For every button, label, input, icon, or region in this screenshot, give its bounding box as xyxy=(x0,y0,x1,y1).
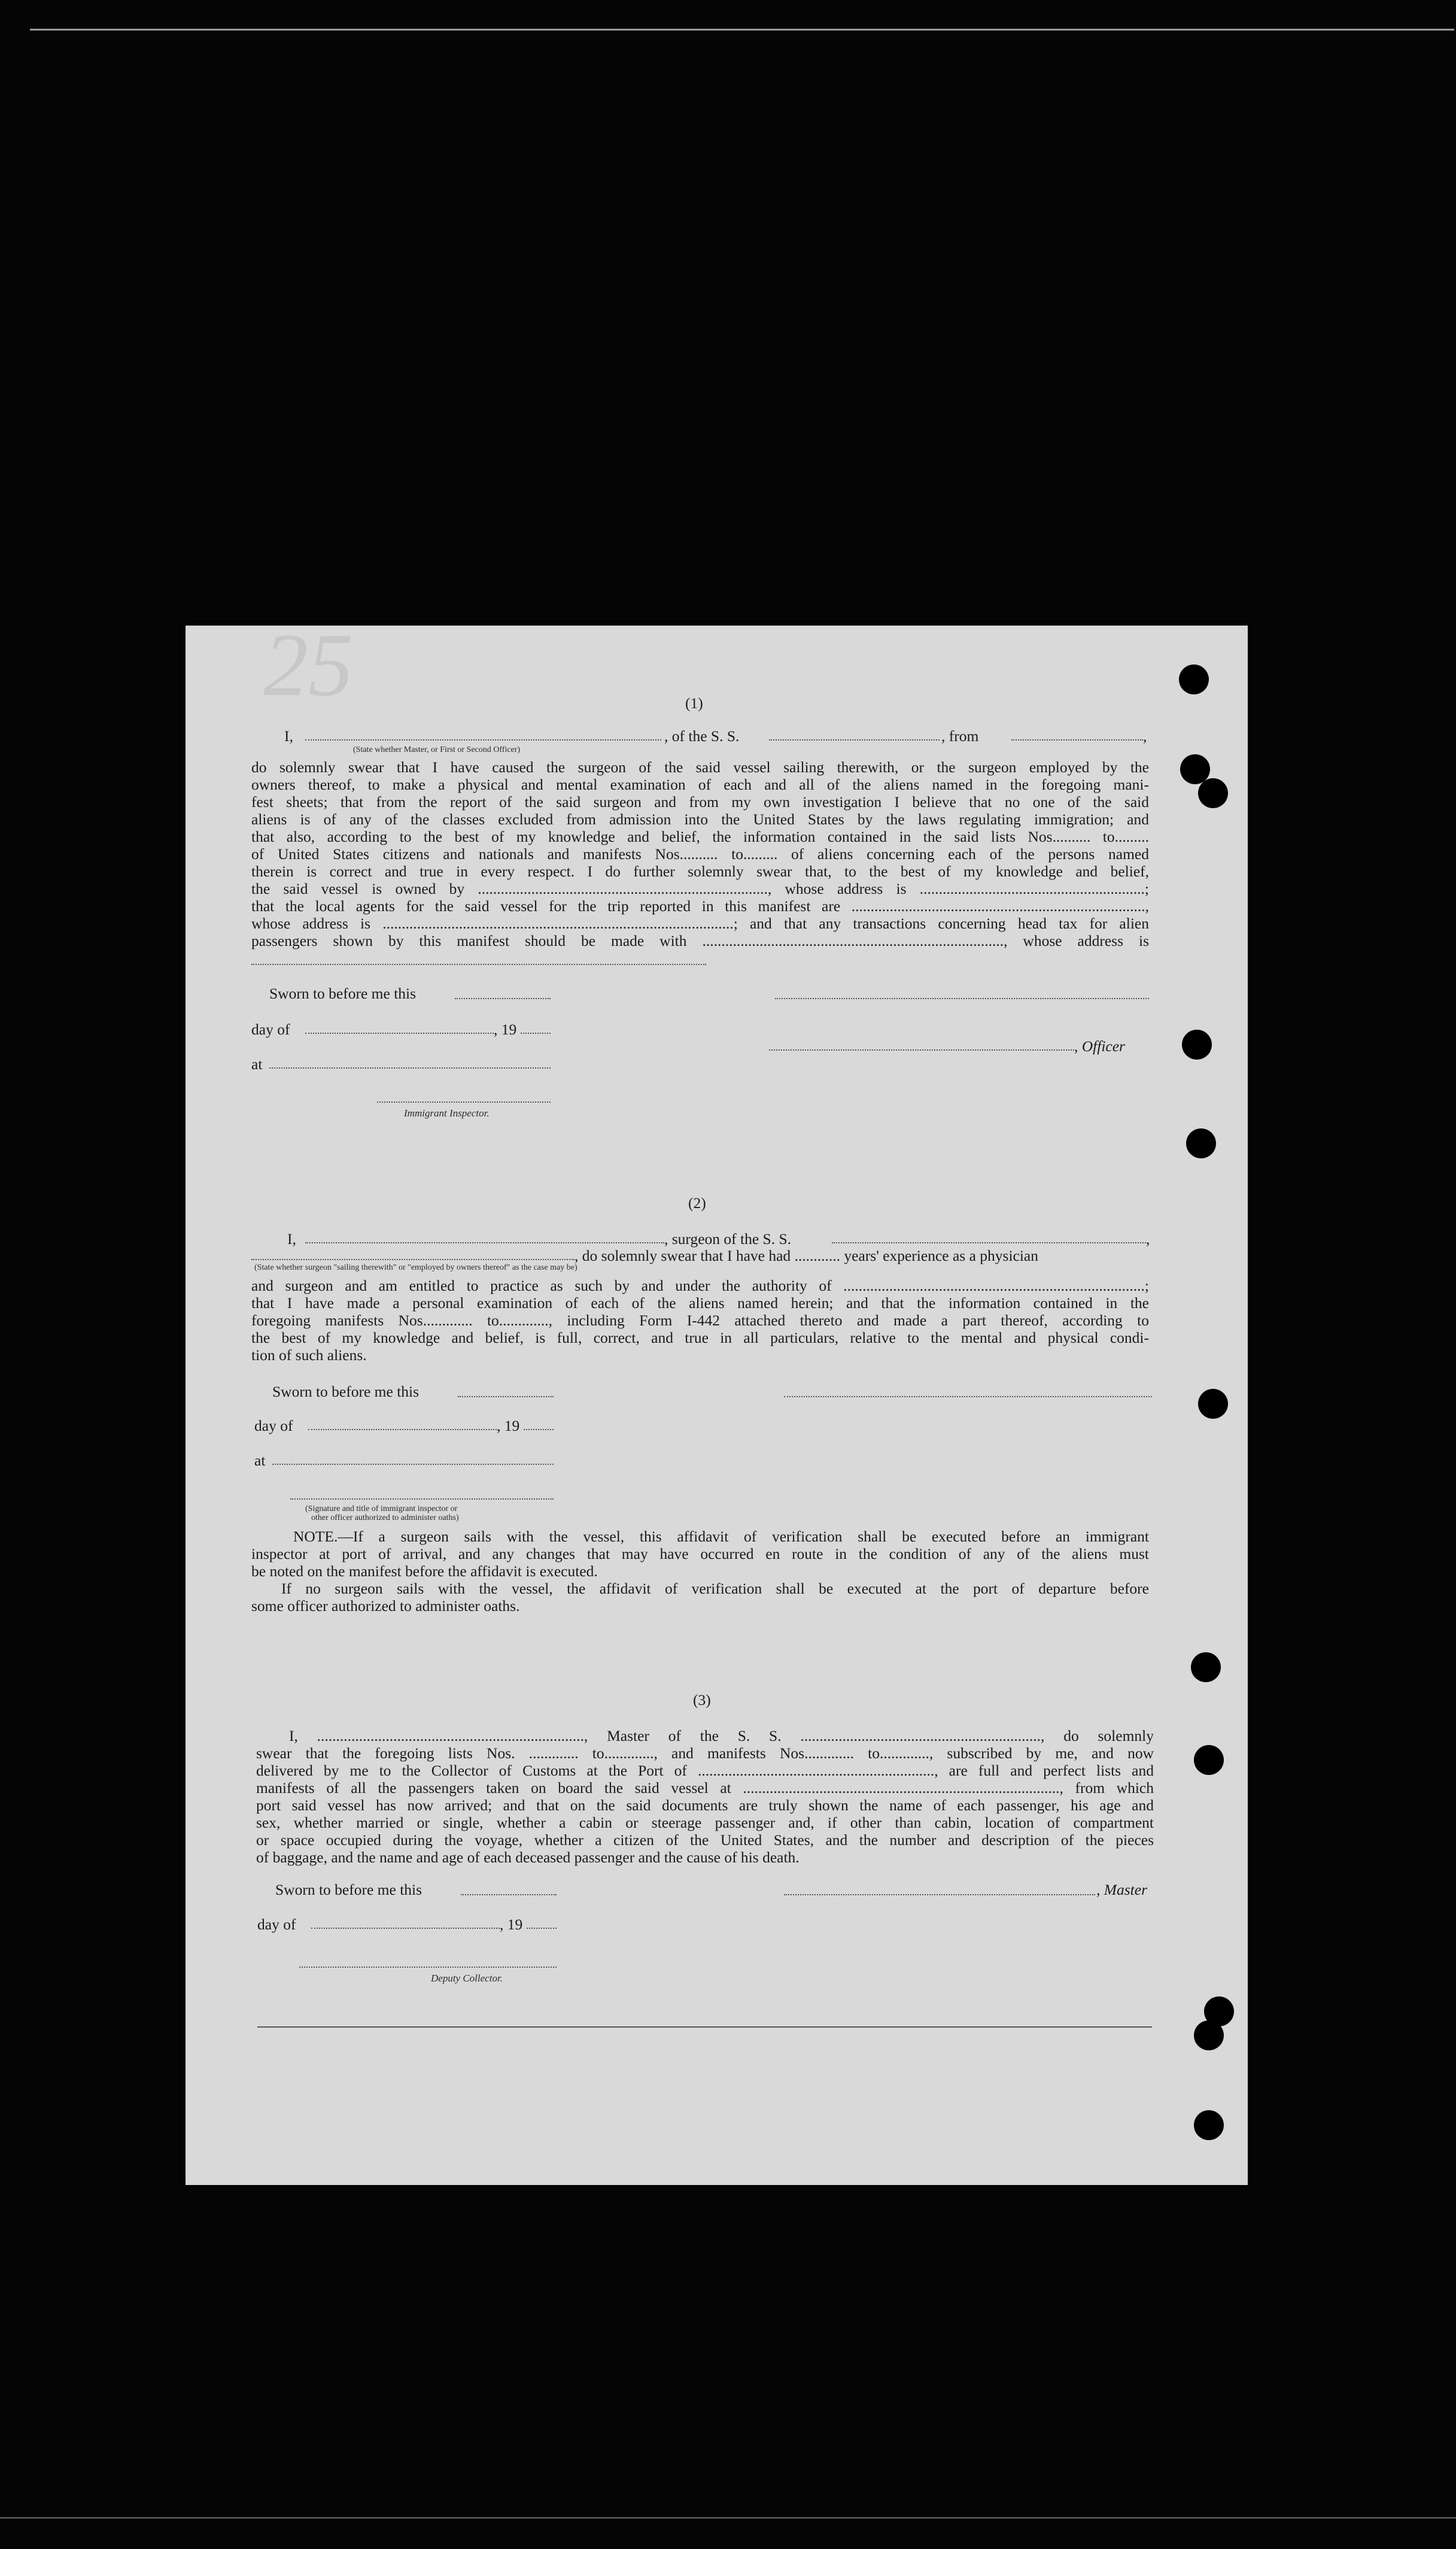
paragraph-line: that also, according to the best of my knowledge and belief, the information contained in the said lists Nos.......... to......... xyxy=(251,828,1149,845)
bottom-rule xyxy=(257,2026,1152,2028)
note-line: inspector at port of arrival, and any changes that may have occurred en route in the condition of any of the aliens must xyxy=(251,1545,1149,1562)
sworn-date-blank xyxy=(458,1396,554,1397)
officer-signature-blank xyxy=(775,998,1149,999)
punch-hole xyxy=(1194,2020,1224,2050)
surgeon-line-2: , do solemnly swear that I have had ............ years' experience as a physician xyxy=(575,1247,1038,1264)
surgeon-note xyxy=(251,1528,1149,1615)
year-label: , 19 xyxy=(500,1916,523,1933)
paragraph-line: that I have made a personal examination of each of the aliens named herein; and that the information contained in the xyxy=(251,1294,1149,1312)
section-number: (2) xyxy=(688,1194,706,1212)
section-number: (1) xyxy=(685,694,703,712)
paragraph-line: that the local agents for the said vessel for the trip reported in this manifest are ............................................................................., xyxy=(251,897,1149,915)
year-label: , 19 xyxy=(494,1021,517,1038)
officer-title-blank xyxy=(769,1049,1074,1051)
day-blank xyxy=(311,1928,500,1929)
paragraph-line: the best of my knowledge and belief, is full, correct, and true in all particulars, relative to the mental and physical condi- xyxy=(251,1329,1149,1346)
sworn-label: Sworn to before me this xyxy=(275,1881,422,1898)
at-blank xyxy=(269,1067,551,1069)
at-label: at xyxy=(254,1452,266,1469)
punch-hole xyxy=(1179,664,1209,694)
scan-top-border xyxy=(30,29,1454,31)
paragraph-line: fest sheets; that from the report of the said surgeon and from my own investigation I believe that no one of the said xyxy=(251,793,1149,811)
oath-line-1-from: , from xyxy=(941,727,979,745)
paragraph-line: do solemnly swear that I have caused the surgeon of the said vessel sailing therewith, or the surgeon employed by the xyxy=(251,758,1149,776)
year-label: , 19 xyxy=(497,1417,520,1434)
paragraph-line: port said vessel has now arrived; and that on the said documents are truly shown the name of each passenger, his age and xyxy=(256,1797,1154,1814)
oath-line-1-end: , xyxy=(1143,727,1147,745)
paragraph-line: swear that the foregoing lists Nos. ............. to............., and manifests Nos............. to............., subscribed by me, and now xyxy=(256,1744,1154,1762)
collector-caption: Deputy Collector. xyxy=(431,1973,503,1984)
surgeon-line-1-ss: , surgeon of the S. S. xyxy=(664,1230,792,1248)
name-blank xyxy=(305,739,661,741)
master-signature-blank xyxy=(784,1894,1095,1895)
surgeon-name-blank xyxy=(305,1242,664,1243)
paragraph-line: foregoing manifests Nos............. to............., including Form I-442 attached thereto and made a part thereof, according to xyxy=(251,1312,1149,1329)
stamped-number: 25 xyxy=(263,615,353,715)
punch-hole xyxy=(1194,2110,1224,2140)
surgeon-line-1-i: I, xyxy=(287,1230,296,1248)
day-blank xyxy=(305,1033,494,1034)
paragraph-line: passengers shown by this manifest should be made with ..............................................................................., whose address is xyxy=(251,932,1149,949)
collector-signature-blank xyxy=(299,1967,557,1968)
master-title: , Master xyxy=(1096,1881,1147,1898)
scan-bottom-border xyxy=(0,2517,1456,2518)
paragraph-line: owners thereof, to make a physical and mental examination of each and all of the aliens named in the foregoing mani- xyxy=(251,776,1149,793)
note-line: NOTE.—If a surgeon sails with the vessel, this affidavit of verification shall be executed before an immigrant xyxy=(293,1528,1149,1545)
paragraph-line: tion of such aliens. xyxy=(251,1346,367,1364)
address-blank xyxy=(251,964,706,965)
sworn-date-blank xyxy=(455,998,551,999)
surgeon-ship-blank xyxy=(832,1242,1146,1243)
section-number: (3) xyxy=(693,1691,711,1709)
day-of-label: day of xyxy=(254,1417,293,1434)
origin-blank xyxy=(1011,739,1143,741)
officer-title: , Officer xyxy=(1074,1037,1125,1055)
punch-hole xyxy=(1194,1745,1224,1775)
year-blank xyxy=(527,1928,557,1929)
day-blank xyxy=(308,1429,497,1430)
oath-line-1-i: I, xyxy=(284,727,293,745)
paragraph-line: sex, whether married or single, whether a cabin or steerage passenger and, if other than cabin, location of compartment xyxy=(256,1814,1154,1831)
note-line: be noted on the manifest before the affidavit is executed. xyxy=(251,1562,598,1580)
manifest-affidavit-page xyxy=(186,615,1248,2185)
surgeon-type-blank xyxy=(251,1259,575,1260)
sworn-date-blank xyxy=(461,1894,557,1895)
year-blank xyxy=(524,1429,554,1430)
at-blank xyxy=(272,1464,554,1465)
paragraph-line: the said vessel is owned by ............................................................................, whose address is ...........................................................; xyxy=(251,880,1149,897)
paragraph-line: delivered by me to the Collector of Customs at the Port of .............................................................., are full and perfect lists and xyxy=(256,1762,1154,1779)
year-blank xyxy=(521,1033,551,1034)
sworn-label: Sworn to before me this xyxy=(272,1383,420,1400)
paragraph-line: I, ......................................................................, Master of the S. S. ..............................................................., do solemnly xyxy=(289,1727,1154,1744)
paragraph-line: therein is correct and true in every respect. I do further solemnly swear that, to the best of my knowledge and belief, xyxy=(251,863,1149,880)
punch-hole xyxy=(1191,1652,1221,1682)
surgeon-line-1-end: , xyxy=(1146,1230,1150,1248)
paragraph-line: and surgeon and am entitled to practice as such by and under the authority of ...............................................................................; xyxy=(251,1277,1149,1294)
at-label: at xyxy=(251,1055,263,1073)
day-of-label: day of xyxy=(257,1916,296,1933)
day-of-label: day of xyxy=(251,1021,290,1038)
paragraph-line: or space occupied during the voyage, whether a citizen of the United States, and the number and description of the pieces xyxy=(256,1831,1154,1849)
surgeon-caption: (State whether surgeon "sailing therewith" or "employed by owners thereof" as the case may be) xyxy=(254,1263,577,1272)
section-3-paragraph xyxy=(256,1727,1154,1866)
inspector-signature-blank xyxy=(290,1498,554,1500)
officer-caption: (State whether Master, or First or Second Officer) xyxy=(353,745,521,754)
inspector-caption: Immigrant Inspector. xyxy=(404,1107,490,1119)
surgeon-signature-blank xyxy=(784,1396,1152,1397)
paragraph-line: of baggage, and the name and age of each deceased passenger and the cause of his death. xyxy=(256,1849,800,1866)
section-1-paragraph xyxy=(251,758,1149,949)
punch-hole xyxy=(1182,1030,1212,1060)
section-2-paragraph xyxy=(251,1277,1149,1364)
signature-caption: (Signature and title of immigrant inspector or xyxy=(305,1504,458,1513)
paragraph-line: whose address is ............................................................................................; and that any transactions concerning head tax for alien xyxy=(251,915,1149,932)
inspector-signature-blank xyxy=(377,1101,551,1103)
punch-hole xyxy=(1198,1389,1228,1419)
paragraph-line: aliens is of any of the classes excluded from admission into the United States by the laws regulating immigration; and xyxy=(251,811,1149,828)
signature-caption: other officer authorized to administer oaths) xyxy=(311,1513,459,1522)
note-line: If no surgeon sails with the vessel, the affidavit of verification shall be executed at the port of departure before xyxy=(281,1580,1149,1597)
paragraph-line: of United States citizens and nationals and manifests Nos.......... to......... of aliens concerning each of the persons named xyxy=(251,845,1149,863)
oath-line-1-ss: , of the S. S. xyxy=(664,727,740,745)
punch-hole xyxy=(1198,778,1228,808)
punch-hole xyxy=(1186,1128,1216,1158)
note-line: some officer authorized to administer oaths. xyxy=(251,1597,520,1615)
sworn-label: Sworn to before me this xyxy=(269,985,417,1002)
ship-blank xyxy=(769,739,940,741)
paragraph-line: manifests of all the passengers taken on board the said vessel at ..................................................................................., from which xyxy=(256,1779,1154,1797)
